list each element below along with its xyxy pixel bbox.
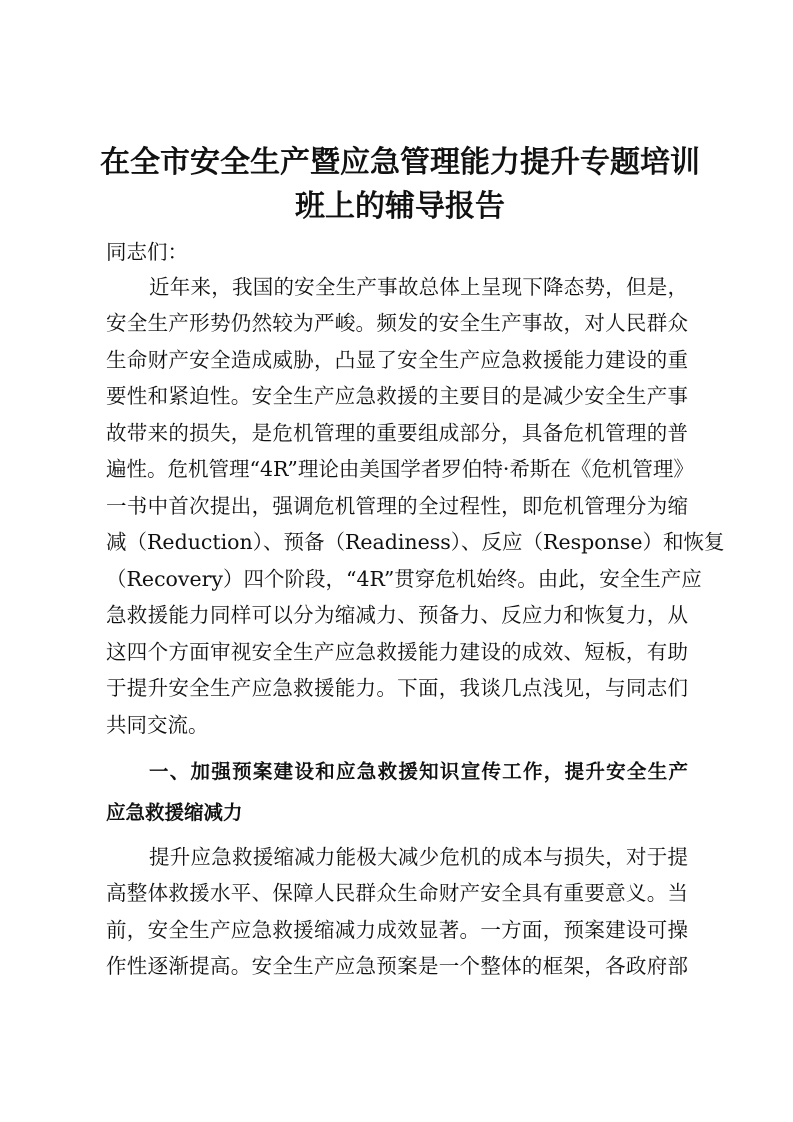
paragraph-1-line: 于提升安全生产应急救援能力。下面，我谈几点浅见，与同志们 xyxy=(106,676,688,700)
paragraph-1-line: 一书中首次提出，强调危机管理的全过程性，即危机管理分为缩 xyxy=(106,494,688,518)
paragraph-2-line: 提升应急救援缩减力能极大减少危机的成本与损失，对于提 xyxy=(149,845,688,869)
document-title-line-2: 班上的辅导报告 xyxy=(295,189,505,224)
document-title-line-1: 在全市安全生产暨应急管理能力提升专题培训 xyxy=(100,145,700,180)
paragraph-1-line: 遍性。危机管理“4R”理论由美国学者罗伯特·希斯在《危机管理》 xyxy=(106,457,694,481)
paragraph-1-line: 急救援能力同样可以分为缩减力、预备力、反应力和恢复力，从 xyxy=(106,603,688,627)
section-heading-line: 应急救援缩减力 xyxy=(106,801,243,824)
paragraph-2-line: 前，安全生产应急救援缩减力成效显著。一方面，预案建设可操 xyxy=(106,918,688,942)
paragraph-1-line: 减（Reduction）、预备（Readiness）、反应（Response）和恢复 xyxy=(106,530,725,554)
paragraph-2-line: 高整体救援水平、保障人民群众生命财产安全具有重要意义。当 xyxy=(106,881,688,905)
paragraph-2-line: 作性逐渐提高。安全生产应急预案是一个整体的框架，各政府部 xyxy=(106,954,688,978)
paragraph-1-line: 共同交流。 xyxy=(106,713,209,737)
paragraph-1-line: 近年来，我国的安全生产事故总体上呈现下降态势，但是， xyxy=(149,275,688,299)
paragraph-1-line: 这四个方面审视安全生产应急救援能力建设的成效、短板，有助 xyxy=(106,640,688,664)
section-heading-line: 一、加强预案建设和应急救援知识宣传工作，提升安全生产 xyxy=(149,760,688,783)
paragraph-1-line: 故带来的损失，是危机管理的重要组成部分，具备危机管理的普 xyxy=(106,421,688,445)
paragraph-1-line: 安全生产形势仍然较为严峻。频发的安全生产事故，对人民群众 xyxy=(106,311,688,335)
paragraph-1-line: 要性和紧迫性。安全生产应急救援的主要目的是减少安全生产事 xyxy=(106,384,688,408)
paragraph-1-line: 生命财产安全造成威胁，凸显了安全生产应急救援能力建设的重 xyxy=(106,348,688,372)
paragraph-1-line: （Recovery）四个阶段，“4R”贯穿危机始终。由此，安全生产应 xyxy=(106,567,702,591)
salutation: 同志们： xyxy=(106,240,188,264)
